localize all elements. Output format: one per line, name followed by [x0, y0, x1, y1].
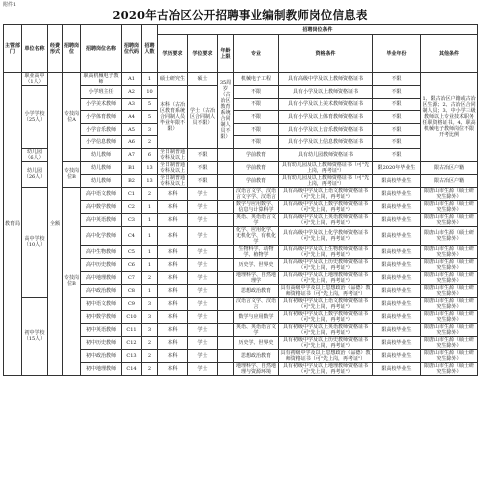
degree-cell: 不限 [188, 174, 218, 187]
header-dept: 主管部门 [4, 25, 22, 73]
post-name-cell: 高中语文教师 [81, 187, 122, 200]
degree-cell: 学士 [188, 187, 218, 200]
edu-cell: 本科 [158, 187, 188, 200]
age-cell [218, 297, 234, 310]
count-cell: 5 [142, 98, 158, 111]
unit-cell: 初中学校（15人） [22, 297, 48, 375]
degree-cell: 学士 [188, 336, 218, 349]
count-cell: 1 [142, 226, 158, 245]
other-cell: 限唐山市生源（硕士研究生除外） [421, 200, 478, 213]
cert-cell: 具有初级中学及以上思想政治（品德）教师资格证书（可"先上岗，再考证"） [280, 349, 371, 362]
degree-cell: 硕士 [188, 73, 218, 86]
degree-cell: 不限 [188, 148, 218, 161]
year-cell: 不限 [373, 98, 421, 111]
edu-cell: 本科 [158, 271, 188, 284]
major-cell: 数学与应用数学 [234, 310, 279, 323]
edu-cell: 本科 [158, 297, 188, 310]
post-name-cell: 高中地理教师 [81, 271, 122, 284]
post-code-cell: C8 [122, 284, 142, 297]
count-cell: 3 [142, 323, 158, 336]
major-cell: 思想政治教育 [234, 349, 279, 362]
other-cell: 限唐山市生源（硕士研究生除外） [421, 297, 478, 310]
age-cell [218, 310, 234, 323]
count-cell: 2 [142, 349, 158, 362]
post-code-cell: C14 [122, 362, 142, 375]
cert-cell: 具有高级中学及以上思想政治（品德）教师资格证书（可"先上岗，再考证"） [280, 284, 371, 297]
post-code-cell: C12 [122, 336, 142, 349]
other-cell: 限古冶区户籍 [421, 161, 478, 174]
post-code-cell: C3 [122, 213, 142, 226]
header-post-name: 招聘岗位名称 [81, 25, 122, 73]
age-cell [218, 148, 234, 161]
post-name-cell: 高中历史教师 [81, 258, 122, 271]
post-code-cell: C5 [122, 245, 142, 258]
edu-cell: 本科 [158, 310, 188, 323]
year-cell: 不限 [373, 111, 421, 124]
post-name-cell: 小学信息教师 [81, 136, 122, 149]
major-cell: 生物科学、动物学、植物学 [234, 245, 279, 258]
count-cell: 5 [142, 111, 158, 124]
header-cert: 资格条件 [279, 35, 373, 73]
post-name-cell: 小学美术教师 [81, 98, 122, 111]
cert-cell: 具有初级中学及以上语文教师资格证书（可"先上岗，再考证"） [279, 297, 373, 310]
post-code-cell: C9 [122, 297, 142, 310]
header-funding: 经费形式 [48, 25, 63, 73]
edu-cell: 本科 [158, 323, 188, 336]
major-cell: 学前教育 [234, 174, 279, 187]
other-cell: 限唐山市生源（硕士研究生除外） [421, 323, 478, 336]
age-cell [218, 200, 234, 213]
age-cell [218, 174, 234, 187]
post-code-cell: C4 [122, 226, 142, 245]
count-cell: 1 [142, 245, 158, 258]
major-cell: 数学与应用数学、信息与计算科学 [234, 200, 279, 213]
edu-cell: 本科 [158, 200, 188, 213]
degree-cell: 学士 [188, 284, 218, 297]
degree-cell: 学士 [188, 245, 218, 258]
degree-cell: 学士 [188, 297, 218, 310]
cert-cell: 具有初级中学及以上历史教师资格证书（可"先上岗，再考证"） [279, 336, 373, 349]
edu-cell: 本科 [158, 258, 188, 271]
post-code-cell: C10 [122, 310, 142, 323]
post-name-cell: 幼儿教师 [81, 161, 122, 174]
year-cell: 限2020年毕业生 [373, 161, 421, 174]
year-cell: 限高校毕业生 [373, 271, 421, 284]
major-cell: 英语、英语语言文学 [234, 323, 279, 336]
post-code-cell: C11 [122, 323, 142, 336]
major-cell: 历史学、世界史 [234, 336, 279, 349]
cert-cell: 具有高级中学及以上历史教师资格证书（可"先上岗，再考证"） [279, 258, 373, 271]
count-cell: 2 [142, 187, 158, 200]
degree-cell: 学士 [188, 258, 218, 271]
year-cell: 限高校毕业生 [373, 226, 421, 245]
post-name-cell: 初中历史教师 [81, 336, 122, 349]
count-cell: 10 [142, 86, 158, 99]
degree-cell: 学士 [188, 362, 218, 375]
age-cell [218, 258, 234, 271]
cert-cell: 具有初级中学及以上英语教师资格证书（可"先上岗，再考证"） [279, 323, 373, 336]
major-cell: 地理科学、自然地理学 [234, 271, 279, 284]
post-name-cell: 初中政治教师 [81, 349, 122, 362]
year-cell: 限高校毕业生 [373, 362, 421, 375]
post-name-cell: 初中地理教师 [81, 362, 122, 375]
edu-cell: 本科 [158, 349, 188, 362]
age-cell [218, 161, 234, 174]
year-cell: 限高校毕业生 [373, 349, 421, 362]
year-cell: 限高校毕业生 [373, 187, 421, 200]
year-cell: 限高校毕业生 [373, 245, 421, 258]
year-cell: 限高校毕业生 [373, 297, 421, 310]
post-code-cell: A7 [122, 148, 142, 161]
major-cell: 汉语言文学、汉语言文字学、汉语言 [234, 187, 279, 200]
other-cell: 限唐山市生源（硕士研究生除外） [421, 213, 478, 226]
age-cell [218, 362, 234, 375]
cert-cell: 具有小学及以上音乐教师资格证书 [279, 123, 373, 136]
header-conditions-group: 招聘岗位条件 [158, 25, 478, 35]
age-cell [218, 271, 234, 284]
other-cell: 限唐山市生源（硕士研究生除外） [421, 187, 478, 200]
post-code-cell: B2 [122, 174, 142, 187]
post-name-cell: 初中语文教师 [81, 297, 122, 310]
other-cell: 限唐山市生源（硕士研究生除外） [421, 310, 478, 323]
cert-cell: 具有高级中学及以上地理教师资格证书（可"先上岗，再考证"） [279, 271, 373, 284]
dept-cell: 教育局 [4, 73, 22, 376]
year-cell: 限高校毕业生 [373, 284, 421, 297]
header-grad-year: 毕业年份 [373, 35, 421, 73]
degree-cell: 不限 [188, 161, 218, 174]
cert-cell: 具有高级中学及以上教师资格证书 [279, 73, 373, 86]
year-cell: 限高校毕业生 [373, 174, 421, 187]
age-cell [218, 245, 234, 258]
edu-cell: 全日制普通专科及以上 [158, 174, 188, 187]
year-cell: 不限 [373, 136, 421, 149]
other-cell: 限古冶区户籍 [421, 174, 478, 187]
header-count: 招聘人数 [142, 25, 158, 73]
header-post-code: 招聘岗位代码 [122, 25, 142, 73]
major-cell: 不限 [234, 111, 279, 124]
positions-table [3, 24, 478, 376]
post-code-cell: C13 [122, 349, 142, 362]
cert-cell: 具有高级中学及以上生物教师资格证书（可"先上岗，再考证"） [279, 245, 373, 258]
post-code-cell: A2 [122, 86, 142, 99]
year-cell: 不限 [373, 148, 421, 161]
post-name-cell: 职高机械电子教师 [81, 73, 122, 86]
attachment-label: 附件1 [3, 2, 17, 8]
post-code-cell: C7 [122, 271, 142, 284]
cert-cell: 具有小学及以上教师资格证书 [279, 86, 373, 99]
major-cell: 不限 [234, 123, 279, 136]
age-cell [218, 226, 234, 245]
year-cell: 限高校毕业生 [373, 310, 421, 323]
other-cell: 限唐山市生源（硕士研究生除外） [421, 284, 478, 297]
degree-cell: 学士 [188, 271, 218, 284]
unit-cell: 高中学校（10人） [22, 187, 48, 297]
count-cell: 1 [142, 73, 158, 86]
count-cell: 1 [142, 258, 158, 271]
major-cell: 学前教育 [234, 161, 279, 174]
age-cell [218, 213, 234, 226]
cert-cell: 具有高级中学及以上语文教师资格证书（可"先上岗，再考证"） [279, 187, 373, 200]
other-cell: 限唐山市生源（硕士研究生除外） [421, 362, 478, 375]
post-code-cell: C6 [122, 258, 142, 271]
post-code-cell: C2 [122, 200, 142, 213]
major-cell: 历史学、世界史 [234, 258, 279, 271]
edu-cell: 本科 [158, 245, 188, 258]
count-cell: 1 [142, 213, 158, 226]
edu-cell: 硕士研究生 [158, 73, 188, 86]
cert-cell: 具有高级中学及以上数学教师资格证书（可"先上岗，再考证"） [279, 200, 373, 213]
post-name-cell: 高中英语教师 [81, 213, 122, 226]
major-cell: 化学、应用化学、无机化学、有机化学 [234, 226, 279, 245]
post-code-cell: B1 [122, 161, 142, 174]
count-cell: 1 [142, 200, 158, 213]
header-unit: 单位名称 [22, 25, 48, 73]
other-cell: 限唐山市生源（硕士研究生除外） [421, 245, 478, 258]
cert-cell: 具有小学及以上体育教师资格证书 [279, 111, 373, 124]
major-cell: 地理科学、自然地理与资源环境 [234, 362, 279, 375]
header-major: 专业 [234, 35, 279, 73]
degree-cell: 学士 [188, 323, 218, 336]
page-title: 2020年古冶区公开招聘事业编制教师岗位信息表 [112, 8, 368, 22]
cert-cell: 具有幼儿园教师资格证书 [279, 148, 373, 161]
count-cell: 2 [142, 271, 158, 284]
header-age: 年龄上限 [218, 35, 234, 73]
age-cell [218, 336, 234, 349]
degree-cell: 学士 [188, 213, 218, 226]
count-cell: 6 [142, 148, 158, 161]
post-code-cell: A5 [122, 123, 142, 136]
degree-cell: 学士 [188, 226, 218, 245]
edu-cell: 本科 [158, 362, 188, 375]
cert-cell: 具有高级中学及以上化学教师资格证书（可"先上岗，再考证"） [279, 226, 373, 245]
edu-cell: 全日制普通专科及以上 [158, 161, 188, 174]
year-cell: 限高校毕业生 [373, 258, 421, 271]
header-post-type: 招聘岗位 [63, 25, 81, 73]
unit-cell: 幼儿园（26人） [22, 161, 48, 187]
age-cell: 35周岁（古冶区教育系统合同制人员不限） [218, 73, 234, 149]
count-cell: 1 [142, 284, 158, 297]
unit-cell: 小学学校（25人） [22, 86, 48, 149]
age-cell [218, 187, 234, 200]
degree-cell: 学士（古冶区合同制人员不限） [188, 86, 218, 149]
post-name-cell: 高中生物教师 [81, 245, 122, 258]
major-cell: 不限 [234, 86, 279, 99]
post-name-cell: 高中化学教师 [81, 226, 122, 245]
post-name-cell: 小学音乐教师 [81, 123, 122, 136]
major-cell: 不限 [234, 98, 279, 111]
count-cell: 13 [142, 174, 158, 187]
count-cell: 3 [142, 297, 158, 310]
year-cell: 限高校毕业生 [373, 200, 421, 213]
degree-cell: 学士 [188, 200, 218, 213]
year-cell: 限高校毕业生 [373, 323, 421, 336]
year-cell: 不限 [373, 86, 421, 99]
other-cell: 1、限古冶区户籍或古冶区生源；2、古冶区合同制人员；3、中小学三级教师以上专业技术职务任职资格证书。4、职高机械电子教师岗位不限开考比例 [421, 73, 478, 162]
post-name-cell: 幼儿教师 [81, 174, 122, 187]
post-name-cell: 初中英语教师 [81, 323, 122, 336]
header-degree: 学位要求 [188, 35, 218, 73]
post-type-cell: 专技岗位A [63, 73, 81, 162]
edu-cell: 本科 [158, 336, 188, 349]
other-cell: 限唐山市生源（硕士研究生除外） [421, 336, 478, 349]
count-cell: 13 [142, 161, 158, 174]
header-edu: 学历要求 [158, 35, 188, 73]
edu-cell: 全日制普通专科及以上 [158, 148, 188, 161]
other-cell: 限唐山市生源（硕士研究生除外） [421, 271, 478, 284]
age-cell [218, 349, 234, 362]
count-cell: 3 [142, 310, 158, 323]
edu-cell: 本科 [158, 213, 188, 226]
funding-cell: 全额 [48, 73, 63, 376]
edu-cell: 本科 [158, 284, 188, 297]
cert-cell: 具有小学及以上美术教师资格证书 [279, 98, 373, 111]
cert-cell: 具有幼儿园及以上教师资格证书（可"先上岗，再考证"） [279, 161, 373, 174]
post-name-cell: 小学体育教师 [81, 111, 122, 124]
major-cell: 机械电子工程 [234, 73, 279, 86]
cert-cell: 具有幼儿园及以上教师资格证书（可"先上岗，再考证"） [279, 174, 373, 187]
degree-cell: 学士 [188, 349, 218, 362]
major-cell: 学前教育 [234, 148, 279, 161]
post-code-cell: A4 [122, 111, 142, 124]
age-cell [218, 323, 234, 336]
major-cell: 思想政治教育 [234, 284, 279, 297]
major-cell: 不限 [234, 136, 279, 149]
year-cell: 限高校毕业生 [373, 336, 421, 349]
other-cell: 限唐山市生源（硕士研究生除外） [421, 258, 478, 271]
other-cell: 限唐山市生源（硕士研究生除外） [421, 226, 478, 245]
post-type-cell: 专技岗位B [63, 161, 81, 187]
post-name-cell: 幼儿教师 [81, 148, 122, 161]
post-name-cell: 高中政治教师 [81, 284, 122, 297]
degree-cell: 学士 [188, 310, 218, 323]
edu-cell: 本科（古冶区教育系统合同制人员毕业年限不限） [158, 86, 188, 149]
post-name-cell: 高中数学教师 [81, 200, 122, 213]
post-code-cell: C1 [122, 187, 142, 200]
cert-cell: 具有初级中学及以上地理教师资格证书（可"先上岗，再考证"） [279, 362, 373, 375]
major-cell: 英语、英语语言文学 [234, 213, 279, 226]
count-cell: 3 [142, 123, 158, 136]
cert-cell: 具有初级中学及以上数学教师资格证书（可"先上岗，再考证"） [279, 310, 373, 323]
unit-cell: 职业高中（1人） [22, 73, 48, 86]
header-other: 其他条件 [421, 35, 478, 73]
major-cell: 汉语言文学、汉语言 [234, 297, 279, 310]
post-code-cell: A3 [122, 98, 142, 111]
post-name-cell: 小学班主任 [81, 86, 122, 99]
age-cell [218, 284, 234, 297]
count-cell: 2 [142, 362, 158, 375]
year-cell: 不限 [373, 123, 421, 136]
edu-cell: 本科 [158, 226, 188, 245]
year-cell: 不限 [373, 73, 421, 86]
other-cell: 限唐山市生源（硕士研究生除外） [421, 349, 478, 362]
post-name-cell: 初中数学教师 [81, 310, 122, 323]
unit-cell: 幼儿园（6人） [22, 148, 48, 161]
count-cell: 2 [142, 336, 158, 349]
cert-cell: 具有小学及以上信息教师资格证书 [279, 136, 373, 149]
post-code-cell: A6 [122, 136, 142, 149]
cert-cell: 具有高级中学及以上英语教师资格证书（可"先上岗，再考证"） [279, 213, 373, 226]
post-code-cell: A1 [122, 73, 142, 86]
post-type-cell: 专技岗位B [63, 187, 81, 375]
count-cell: 2 [142, 136, 158, 149]
year-cell: 限高校毕业生 [373, 213, 421, 226]
